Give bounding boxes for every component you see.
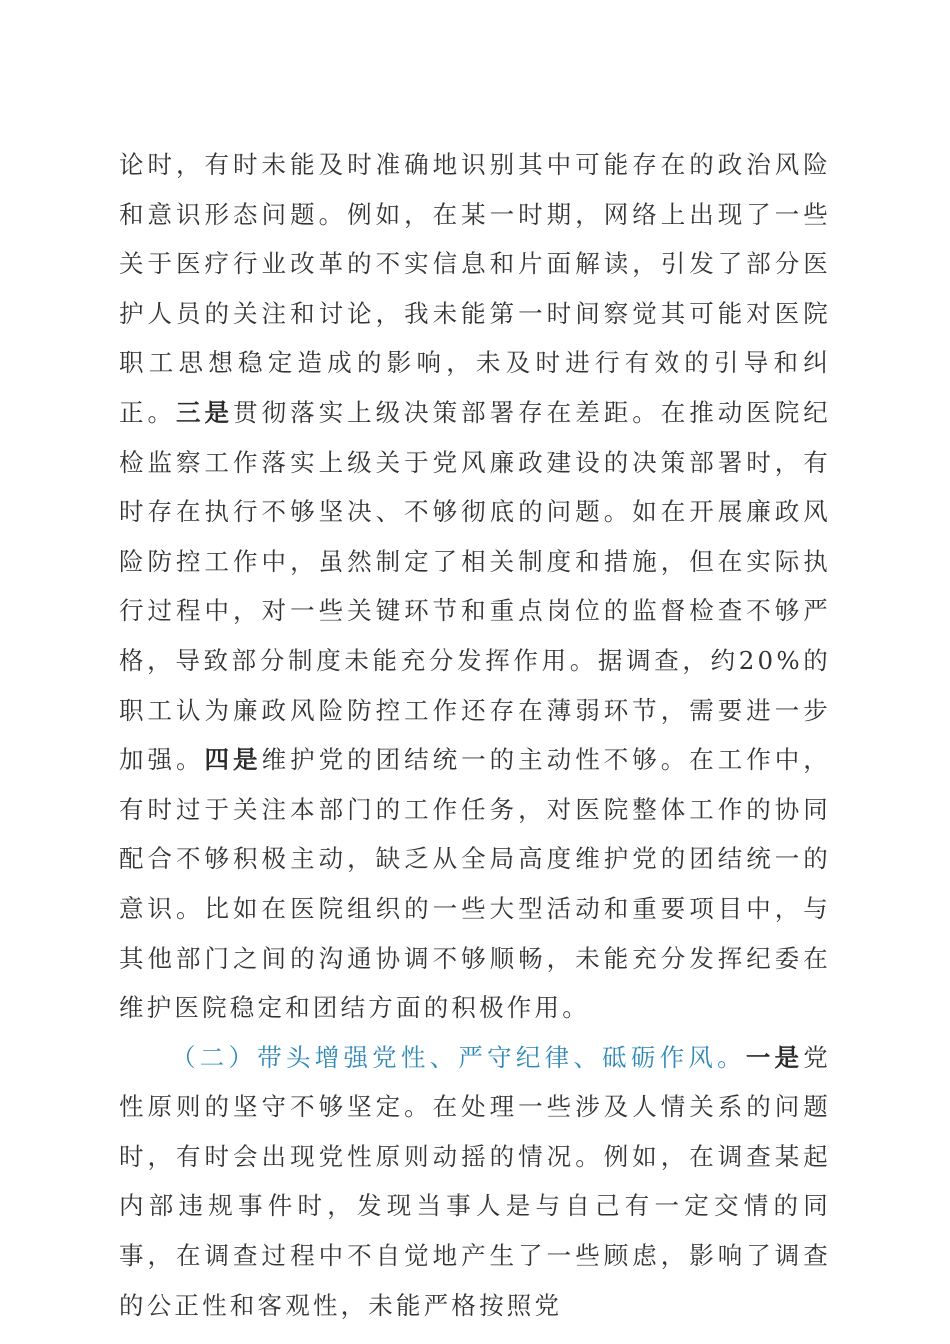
document-body [119, 140, 831, 1330]
point-marker-one: 一是 [745, 1042, 804, 1072]
paragraph-continued [119, 140, 831, 1033]
paragraph-text: 贯彻落实上级决策部署存在差距。在推动医院纪检监察工作落实上级关于党风廉政建设的决策部署时，有时存在执行不够坚决、不够彻底的问题。如在开展廉政风险防控工作中，虽然制定了相关制度和措施，但在实际执行过程中，对一些关键环节和重点岗位的监督检查不够严格，导致部分制度未能充分发挥作用。据调查，约20%的职工认为廉政风险防控工作还存在薄弱环节，需要进一步加强。 [119, 397, 831, 775]
paragraph-text: 论时，有时未能及时准确地识别其中可能存在的政治风险和意识形态问题。例如，在某一时期，网络上出现了一些关于医疗行业改革的不实信息和片面解读，引发了部分医护人员的关注和讨论，我未能第一时间察觉其可能对医院职工思想稳定造成的影响，未及时进行有效的引导和纠正。 [119, 150, 831, 427]
point-marker-four: 四是 [204, 745, 262, 775]
paragraph-text: 党性原则的坚守不够坚定。在处理一些涉及人情关系的问题时，有时会出现党性原则动摇的情况。例如，在调查某起内部违规事件时，发现当事人是与自己有一定交情的同事，在调查过程中不自觉地产生了一些顾虑，影响了调查的公正性和客观性，未能严格按照党 [119, 1042, 831, 1320]
paragraph-text: 维护党的团结统一的主动性不够。在工作中，有时过于关注本部门的工作任务，对医院整体工作的协同配合不够积极主动，缺乏从全局高度维护党的团结统一的意识。比如在医院组织的一些大型活动和重要项目中，与其他部门之间的沟通协调不够顺畅，未能充分发挥纪委在维护医院稳定和团结方面的积极作用。 [119, 745, 832, 1023]
point-marker-three: 三是 [176, 397, 234, 427]
paragraph-section-two [119, 1033, 831, 1331]
section-heading: （二）带头增强党性、严守纪律、砥砺作风。 [171, 1042, 746, 1072]
